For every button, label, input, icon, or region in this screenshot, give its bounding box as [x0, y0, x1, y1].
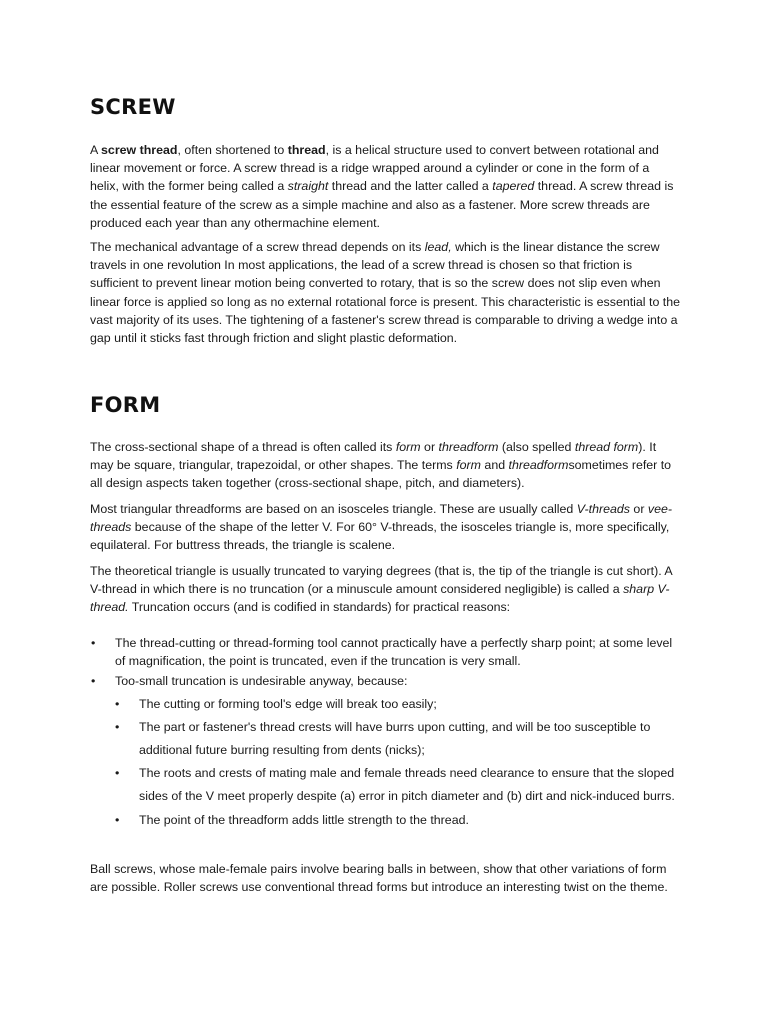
- form-paragraph-2: Most triangular threadforms are based on an isosceles triangle. These are usually called V-threads or vee-threads because of the shape of the letter V. For 60° V-threads, the isosceles triangle is, more specifically, equilateral. For buttress threads, the triangle is scalene.: [90, 502, 672, 553]
- sub-list-item: • The roots and crests of mating male and female threads need clearance to ensure that the sloped sides of the V meet properly despite (a) error in pitch diameter and (b) dirt and nick-induced burrs.: [115, 762, 682, 808]
- screw-paragraph-2: The mechanical advantage of a screw thread depends on its lead, which is the linear distance the screw travels in one revolution In most applications, the lead of a screw thread is chosen so that friction is sufficient to prevent linear motion being converted to rotary, that is so the screw does not slip even when linear force is applied so long as no external rotational force is present. This characteristic is essential to the vast majority of its uses. The tightening of a fastener's screw thread is comparable to driving a wedge into a gap until it sticks fast through friction and slight plastic deformation.: [90, 240, 681, 346]
- form-paragraph-3: The theoretical triangle is usually truncated to varying degrees (that is, the tip of the triangle is cut short). A V-thread in which there is no truncation (or a minuscule amount considered negligible) is called a sharp V-thread. Truncation occurs (and is codified in standards) for practical reasons:: [90, 564, 672, 615]
- screw-paragraph-1: A screw thread, often shortened to thread, is a helical structure used to convert between rotational and linear movement or force. A screw thread is a ridge wrapped around a cylinder or cone in the form of a helix, with the former being called a straight thread and the latter called a tapered thread. A screw thread is the essential feature of the screw as a simple machine and also as a fastener. More screw threads are produced each year than any othermachine element.: [90, 143, 674, 230]
- form-paragraph-1: The cross-sectional shape of a thread is often called its form or threadform (also spelled thread form). It may be square, triangular, trapezoidal, or other shapes. The terms form and threadformsometimes refer to all design aspects taken together (cross-sectional shape, pitch, and diameters).: [90, 440, 672, 491]
- list-item: • Too-small truncation is undesirable anyway, because: • The cutting or forming tool's edge will break too easily; • The part or fastener's thread crests will have burrs upon cutting, and will be too susceptible to additional future burring resulting from dents (nicks); • The roots and crests of mating male and female threads need clearance to ensure that the sloped sides of the V meet properly despite (a) error in pitch diameter and (b) dirt and nick-induced burrs. • The point of the threadform adds little strength to the thread.: [90, 672, 682, 831]
- section-heading-form: FORM: [90, 393, 161, 417]
- list-item: • The thread-cutting or thread-forming tool cannot practically have a perfectly sharp point; at some level of magnification, the point is truncated, even if the truncation is very small.: [90, 634, 682, 670]
- sub-list: [115, 693, 682, 832]
- sub-list-item: • The cutting or forming tool's edge will break too easily;: [115, 693, 682, 716]
- sub-list-item: • The part or fastener's thread crests will have burrs upon cutting, and will be too susceptible to additional future burring resulting from dents (nicks);: [115, 716, 682, 762]
- form-paragraph-4: Ball screws, whose male-female pairs involve bearing balls in between, show that other variations of form are possible. Roller screws use conventional thread forms but introduce an interesting twist on the theme.: [90, 862, 668, 895]
- sub-list-item: • The point of the threadform adds little strength to the thread.: [115, 809, 682, 832]
- section-heading-screw: SCREW: [90, 95, 176, 119]
- truncation-reasons-list: [90, 634, 682, 832]
